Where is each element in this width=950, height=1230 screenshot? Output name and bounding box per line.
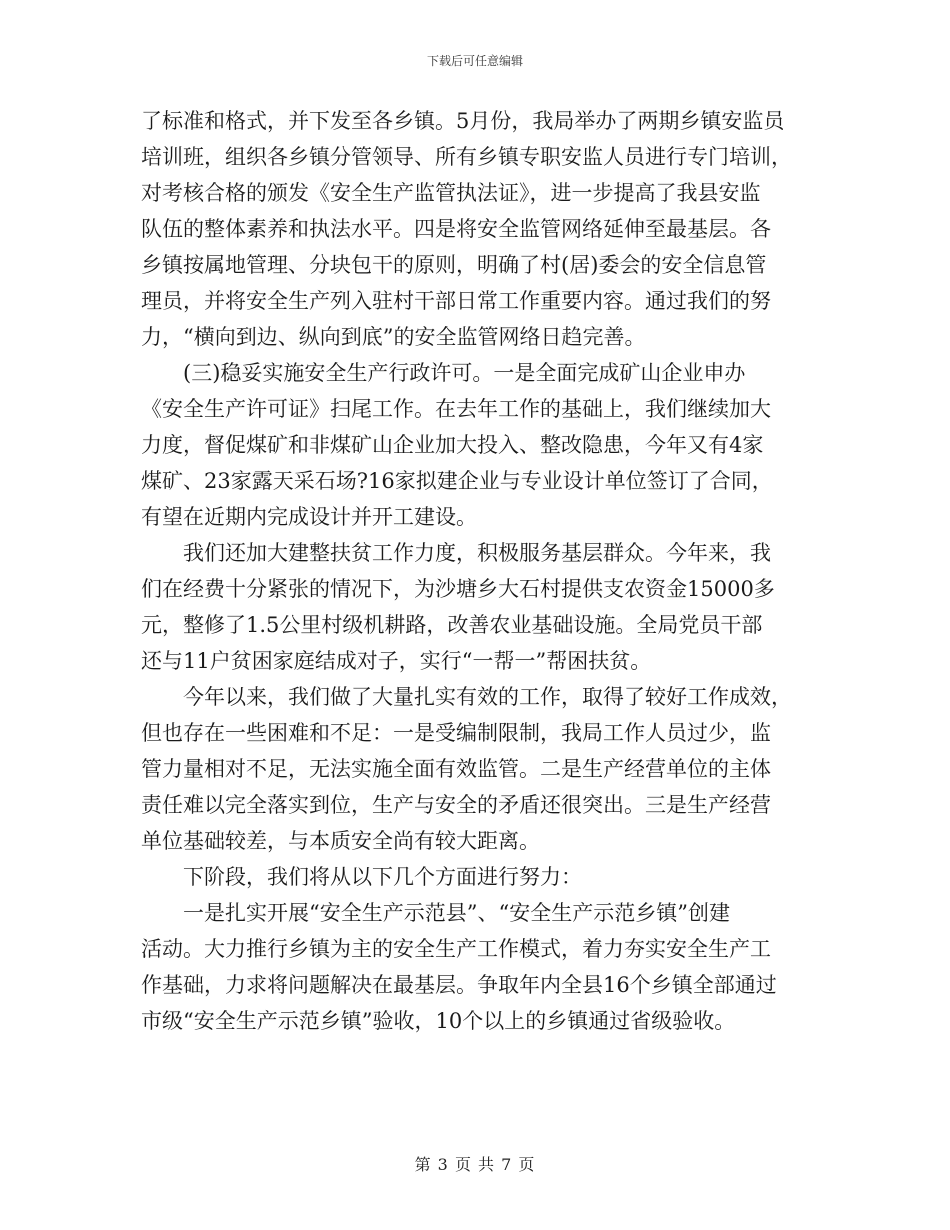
- text-line: 作基础，力求将问题解决在最基层。争取年内全县16个乡镇全部通过: [141, 973, 777, 997]
- text-line: 培训班，组织各乡镇分管领导、所有乡镇专职安监人员进行专门培训，: [141, 145, 792, 169]
- text-line: 了标准和格式，并下发至各乡镇。5月份，我局举办了两期乡镇安监员: [141, 109, 785, 133]
- text-line: 今年以来，我们做了大量扎实有效的工作，取得了较好工作成效，: [141, 685, 792, 709]
- text-line: 队伍的整体素养和执法水平。四是将安全监管网络延伸至最基层。各: [141, 217, 771, 241]
- text-line: 还与11户贫困家庭结成对子，实行“一帮一”帮困扶贫。: [141, 649, 652, 673]
- text-line: 但也存在一些困难和不足：一是受编制限制，我局工作人员过少，监: [141, 721, 771, 745]
- paragraph: [141, 535, 809, 679]
- text-line: (三)稳妥实施安全生产行政许可。一是全面完成矿山企业申办: [141, 361, 746, 385]
- paragraph: [141, 859, 809, 895]
- text-line: 市级“安全生产示范乡镇”验收，10个以上的乡镇通过省级验收。: [141, 1009, 736, 1033]
- text-line: 对考核合格的颁发《安全生产监管执法证》，进一步提高了我县安监: [141, 181, 761, 205]
- text-line: 力，“横向到边、纵向到底”的安全监管网络日趋完善。: [141, 325, 646, 349]
- text-line: 活动。大力推行乡镇为主的安全生产工作模式，着力夯实安全生产工: [141, 937, 771, 961]
- paragraph: [141, 355, 809, 535]
- text-line: 元，整修了1.5公里村级机耕路，改善农业基础设施。全局党员干部: [141, 613, 763, 637]
- text-line: 下阶段，我们将从以下几个方面进行努力：: [141, 865, 582, 889]
- paragraph: [141, 895, 809, 1039]
- text-line: 我们还加大建整扶贫工作力度，积极服务基层群众。今年来，我: [141, 541, 771, 565]
- text-line: 理员，并将安全生产列入驻村干部日常工作重要内容。通过我们的努: [141, 289, 771, 313]
- text-line: 乡镇按属地管理、分块包干的原则，明确了村(居)委会的安全信息管: [141, 253, 767, 277]
- text-line: 《安全生产许可证》扫尾工作。在去年工作的基础上，我们继续加大: [141, 397, 771, 421]
- text-line: 一是扎实开展“安全生产示范县”、“安全生产示范乡镇”创建: [141, 901, 730, 925]
- text-line: 们在经费十分紧张的情况下，为沙塘乡大石村提供支农资金15000多: [141, 577, 775, 601]
- text-line: 责任难以完全落实到位，生产与安全的矛盾还很突出。三是生产经营: [141, 793, 771, 817]
- page-header: 下载后可任意编辑: [426, 54, 523, 68]
- paragraph: [141, 679, 809, 859]
- paragraph: [141, 103, 809, 355]
- document-body: [141, 103, 809, 1039]
- text-line: 力度，督促煤矿和非煤矿山企业加大投入、整改隐患，今年又有4家: [141, 433, 764, 457]
- text-line: 单位基础较差，与本质安全尚有较大距离。: [141, 829, 540, 853]
- text-line: 煤矿、23家露天采石场?16家拟建企业与专业设计单位签订了合同，: [141, 469, 773, 493]
- text-line: 有望在近期内完成设计并开工建设。: [141, 505, 477, 529]
- text-line: 管力量相对不足，无法实施全面有效监管。二是生产经营单位的主体: [141, 757, 771, 781]
- page-footer: 第 3 页 共 7 页: [414, 1155, 536, 1174]
